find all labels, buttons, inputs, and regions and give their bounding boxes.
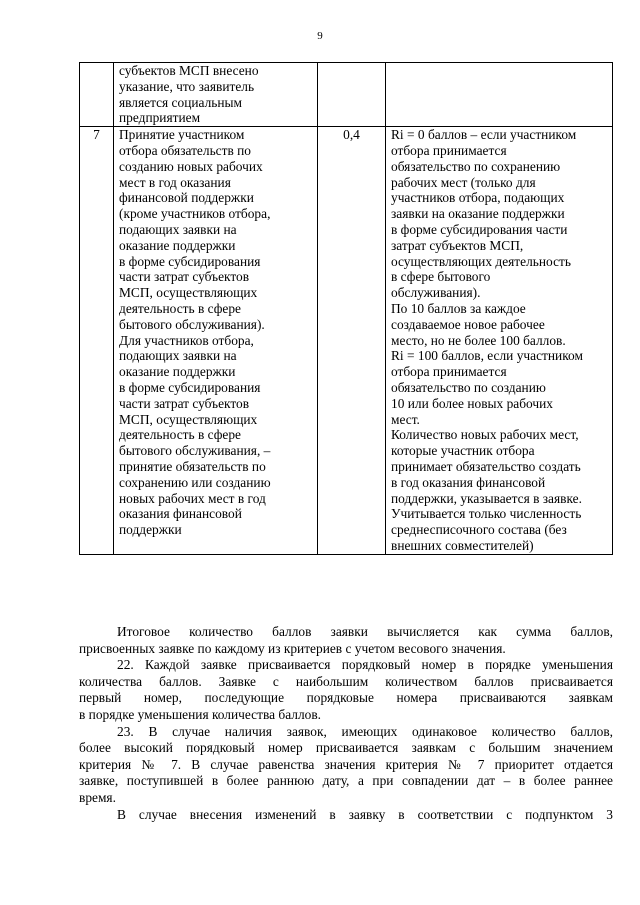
- paragraph-line: 22. Каждой заявке присваивается порядковый номер в порядке уменьшения: [117, 657, 613, 673]
- criterion-cell: [114, 127, 318, 555]
- score-line: заявки на оказание поддержки: [391, 206, 565, 222]
- paragraph-line: критерия № 7. В случае равенства значения критерия № 7 приоритет отдается: [79, 756, 613, 772]
- criterion-line: предприятием: [119, 110, 201, 126]
- score-line: принимает обязательство создать: [391, 458, 581, 474]
- body-paragraph: [79, 657, 613, 723]
- paragraph-line: Итоговое количество баллов заявки вычисляется как сумма баллов,: [117, 624, 613, 639]
- paragraph-line: время.: [79, 789, 116, 805]
- weight-cell: 0,4: [318, 127, 386, 555]
- score-line: 10 или более новых рабочих: [391, 395, 553, 411]
- score-line: создаваемое новое рабочее: [391, 316, 545, 332]
- criterion-line: оказание поддержки: [119, 364, 236, 380]
- paragraph-line: заявке, поступившей в более раннюю дату, а при совпадении дат – в более раннее: [79, 773, 613, 789]
- score-line: в год оказания финансовой: [391, 474, 546, 490]
- score-line: Ri = 100 баллов, если участником: [391, 348, 583, 364]
- table-row: [80, 127, 613, 555]
- body-paragraph: [79, 724, 613, 807]
- score-line: обслуживания).: [391, 285, 481, 301]
- table-row: [80, 63, 613, 127]
- score-line: Учитывается только численность: [391, 506, 582, 522]
- criterion-line: МСП, осуществляющих: [119, 411, 258, 427]
- criterion-line: подающих заявки на: [119, 348, 237, 364]
- score-line: мест.: [391, 411, 420, 427]
- paragraph-line: в порядке уменьшения количества баллов.: [79, 706, 322, 722]
- criterion-line: в форме субсидирования: [119, 253, 261, 269]
- score-line: обязательство по сохранению: [391, 158, 561, 174]
- body-paragraph: [79, 807, 613, 824]
- criterion-line: части затрат субъектов: [119, 269, 250, 285]
- row-number-cell: 7: [80, 127, 114, 555]
- criterion-line: деятельность в сфере: [119, 427, 241, 443]
- criterion-line: в форме субсидирования: [119, 379, 261, 395]
- criterion-cell: [114, 63, 318, 127]
- criterion-line: субъектов МСП внесено: [119, 63, 259, 78]
- paragraph-line: присвоенных заявке по каждому из критериев с учетом весового значения.: [79, 640, 506, 656]
- paragraph-line: В случае внесения изменений в заявку в соответствии с подпунктом 3: [117, 806, 613, 822]
- score-line: внешних совместителей): [391, 537, 534, 553]
- criterion-line: бытового обслуживания).: [119, 316, 265, 332]
- weight-cell: [318, 63, 386, 127]
- paragraph-line: количества баллов. Заявке с наибольшим количеством баллов присваивается: [79, 673, 613, 689]
- body-paragraph: [79, 624, 613, 657]
- criterion-line: бытового обслуживания, –: [119, 443, 271, 459]
- criterion-line: указание, что заявитель: [119, 78, 255, 94]
- score-line: место, но не более 100 баллов.: [391, 332, 566, 348]
- criterion-line: (кроме участников отбора,: [119, 206, 271, 222]
- score-line: поддержки, указывается в заявке.: [391, 490, 582, 506]
- score-line: По 10 баллов за каждое: [391, 300, 526, 316]
- score-line: осуществляющих деятельность: [391, 253, 571, 269]
- score-line: среднесписочного состава (без: [391, 522, 567, 538]
- criterion-line: деятельность в сфере: [119, 300, 241, 316]
- score-line: которые участник отбора: [391, 443, 535, 459]
- score-line: отбора принимается: [391, 364, 507, 380]
- criterion-line: поддержки: [119, 522, 182, 538]
- criterion-line: Принятие участником: [119, 127, 245, 143]
- criterion-line: МСП, осуществляющих: [119, 285, 258, 301]
- criterion-line: принятие обязательств по: [119, 458, 266, 474]
- criterion-line: сохранению или созданию: [119, 474, 271, 490]
- criterion-line: оказания финансовой: [119, 506, 242, 522]
- score-cell: [386, 127, 613, 555]
- criterion-line: финансовой поддержки: [119, 190, 254, 206]
- score-line: участников отбора, подающих: [391, 190, 565, 206]
- criteria-table: [79, 62, 613, 555]
- criterion-line: мест в год оказания: [119, 174, 231, 190]
- score-line: отбора принимается: [391, 142, 507, 158]
- score-line: в форме субсидирования части: [391, 221, 568, 237]
- score-cell: [386, 63, 613, 127]
- score-line: в сфере бытового: [391, 269, 491, 285]
- score-line: Ri = 0 баллов – если участником: [391, 127, 577, 143]
- row-number-cell: [80, 63, 114, 127]
- paragraph-line: 23. В случае наличия заявок, имеющих одинаковое количество баллов,: [117, 723, 613, 739]
- criterion-line: отбора обязательств по: [119, 142, 251, 158]
- score-line: затрат субъектов МСП,: [391, 237, 524, 253]
- criterion-line: оказание поддержки: [119, 237, 236, 253]
- criterion-line: созданию новых рабочих: [119, 158, 263, 174]
- criterion-line: подающих заявки на: [119, 221, 237, 237]
- criterion-line: части затрат субъектов: [119, 395, 250, 411]
- criterion-line: Для участников отбора,: [119, 332, 254, 348]
- page-number: 9: [317, 30, 323, 42]
- criterion-line: новых рабочих мест в год: [119, 490, 266, 506]
- body-text: [79, 624, 613, 823]
- criteria-table-body: [80, 63, 613, 555]
- paragraph-line: более высокий порядковый номер присваивается заявкам с большим значением: [79, 740, 613, 756]
- criterion-line: является социальным: [119, 94, 243, 110]
- score-line: Количество новых рабочих мест,: [391, 427, 579, 443]
- score-line: рабочих мест (только для: [391, 174, 536, 190]
- score-line: обязательство по созданию: [391, 379, 546, 395]
- paragraph-line: первый номер, последующие порядковые номера присваиваются заявкам: [79, 690, 613, 706]
